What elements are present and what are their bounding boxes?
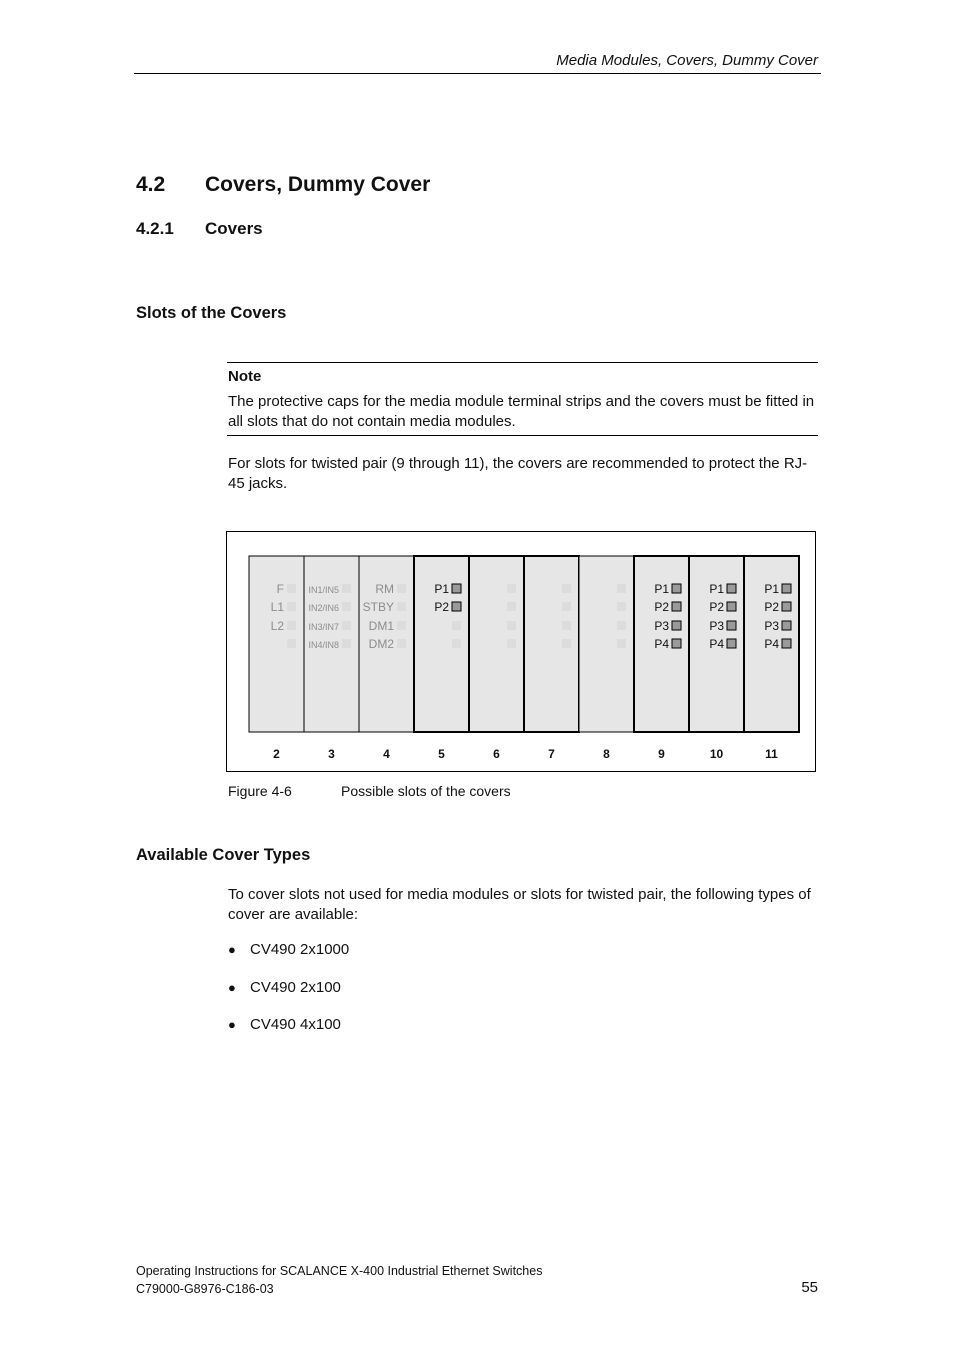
- led-icon: [452, 584, 461, 593]
- page-number: 55: [801, 1279, 818, 1296]
- slot-number: 3: [328, 747, 335, 761]
- slot-10: [689, 556, 744, 761]
- led-icon: [672, 621, 681, 630]
- port-label: IN3/IN7: [308, 622, 339, 632]
- note-top-rule: [227, 362, 818, 363]
- note-text: The protective caps for the media module terminal strips and the covers must be fitted in all slots that do not contain media modules.: [228, 393, 815, 430]
- led-icon: [397, 621, 406, 630]
- led-icon: [452, 639, 461, 648]
- cover-type: CV490 2x1000: [250, 941, 350, 958]
- port-label: F: [276, 582, 284, 596]
- list-item: [228, 940, 349, 978]
- led-icon: [287, 602, 296, 611]
- port-label: P4: [764, 637, 779, 651]
- slot-number: 9: [658, 747, 665, 761]
- slot-5: [414, 556, 469, 761]
- port-label: P1: [764, 582, 779, 596]
- port-label: IN2/IN6: [308, 603, 339, 613]
- port-label: P2: [764, 600, 779, 614]
- led-icon: [727, 584, 736, 593]
- note-title: Note: [228, 368, 262, 385]
- port-label: P1: [434, 582, 449, 596]
- led-icon: [782, 639, 791, 648]
- port-label: STBY: [362, 600, 394, 614]
- led-icon: [452, 621, 461, 630]
- led-icon: [617, 639, 626, 648]
- cover-types-list: [228, 940, 349, 1053]
- types-paragraph: To cover slots not used for media modules or slots for twisted pair, the following types of cover are available:: [228, 886, 811, 923]
- port-label: DM1: [368, 619, 394, 633]
- port-label: P4: [654, 637, 669, 651]
- types-heading: Available Cover Types: [136, 846, 311, 864]
- port-label: DM2: [368, 637, 394, 651]
- port-label: P3: [764, 619, 779, 633]
- port-label: P2: [434, 600, 449, 614]
- subsection-title: Covers: [205, 219, 263, 238]
- slot-number: 6: [493, 747, 500, 761]
- led-icon: [672, 602, 681, 611]
- led-icon: [507, 621, 516, 630]
- led-icon: [287, 621, 296, 630]
- bullet-icon: ●: [228, 942, 236, 957]
- led-icon: [507, 584, 516, 593]
- port-label: RM: [375, 582, 394, 596]
- port-label: P3: [654, 619, 669, 633]
- port-label: IN4/IN8: [308, 640, 339, 650]
- led-icon: [397, 602, 406, 611]
- twisted-pair-paragraph: For slots for twisted pair (9 through 11), the covers are recommended to protect the RJ-45 jacks.: [228, 455, 808, 492]
- led-icon: [617, 584, 626, 593]
- cover-type: CV490 4x100: [250, 1016, 341, 1033]
- led-icon: [617, 602, 626, 611]
- led-icon: [397, 639, 406, 648]
- slot-11: [744, 556, 799, 761]
- slot-3: [304, 556, 359, 761]
- slot-8: [579, 556, 634, 761]
- slot-number: 4: [383, 747, 390, 761]
- port-label: L1: [270, 600, 284, 614]
- running-header: Media Modules, Covers, Dummy Cover: [556, 52, 818, 69]
- slot-number: 11: [765, 747, 778, 761]
- slot-6: [469, 556, 524, 761]
- slot-number: 2: [273, 747, 280, 761]
- led-icon: [287, 584, 296, 593]
- led-icon: [507, 639, 516, 648]
- subsection-heading: [136, 219, 263, 239]
- led-icon: [562, 621, 571, 630]
- slot-number: 8: [603, 747, 610, 761]
- port-label: P2: [709, 600, 724, 614]
- header-rule: [134, 73, 821, 74]
- figure-caption-label: Figure 4-6: [228, 783, 292, 799]
- bullet-icon: ●: [228, 1017, 236, 1032]
- slot-4: [359, 556, 414, 761]
- section-number: 4.2: [136, 173, 166, 196]
- cover-type: CV490 2x100: [250, 978, 341, 996]
- section-heading: [136, 173, 430, 197]
- slots-diagram: [227, 532, 815, 771]
- led-icon: [672, 639, 681, 648]
- port-label: P4: [709, 637, 724, 651]
- led-icon: [342, 621, 351, 630]
- slot-2: [249, 556, 304, 761]
- slots-heading: Slots of the Covers: [136, 304, 287, 322]
- footer-order-number: C79000-G8976-C186-03: [136, 1282, 274, 1296]
- port-label: IN1/IN5: [308, 585, 339, 595]
- port-label: P1: [709, 582, 724, 596]
- led-icon: [287, 639, 296, 648]
- figure-caption-text: Possible slots of the covers: [341, 783, 511, 799]
- led-icon: [562, 639, 571, 648]
- section-title: Covers, Dummy Cover: [205, 173, 431, 196]
- led-icon: [727, 621, 736, 630]
- led-icon: [562, 602, 571, 611]
- slot-number: 5: [438, 747, 445, 761]
- list-item: [228, 1015, 349, 1053]
- led-icon: [562, 584, 571, 593]
- led-icon: [727, 639, 736, 648]
- led-icon: [342, 602, 351, 611]
- note-bottom-rule: [227, 435, 818, 436]
- port-label: P1: [654, 582, 669, 596]
- subsection-number: 4.2.1: [136, 219, 174, 238]
- led-icon: [617, 621, 626, 630]
- led-icon: [782, 602, 791, 611]
- led-icon: [727, 602, 736, 611]
- list-item: [228, 978, 349, 1016]
- led-icon: [782, 621, 791, 630]
- slot-number: 7: [548, 747, 555, 761]
- slot-number: 10: [709, 747, 724, 761]
- led-icon: [672, 584, 681, 593]
- led-icon: [782, 584, 791, 593]
- led-icon: [342, 639, 351, 648]
- slot-7: [524, 556, 579, 761]
- bullet-icon: ●: [228, 979, 236, 995]
- slot-9: [634, 556, 689, 761]
- figure-frame: [226, 531, 816, 772]
- port-label: L2: [270, 619, 284, 633]
- led-icon: [452, 602, 461, 611]
- led-icon: [342, 584, 351, 593]
- led-icon: [507, 602, 516, 611]
- footer-document-title: Operating Instructions for SCALANCE X-400 Industrial Ethernet Switches: [136, 1264, 543, 1278]
- led-icon: [397, 584, 406, 593]
- port-label: P3: [709, 619, 724, 633]
- port-label: P2: [654, 600, 669, 614]
